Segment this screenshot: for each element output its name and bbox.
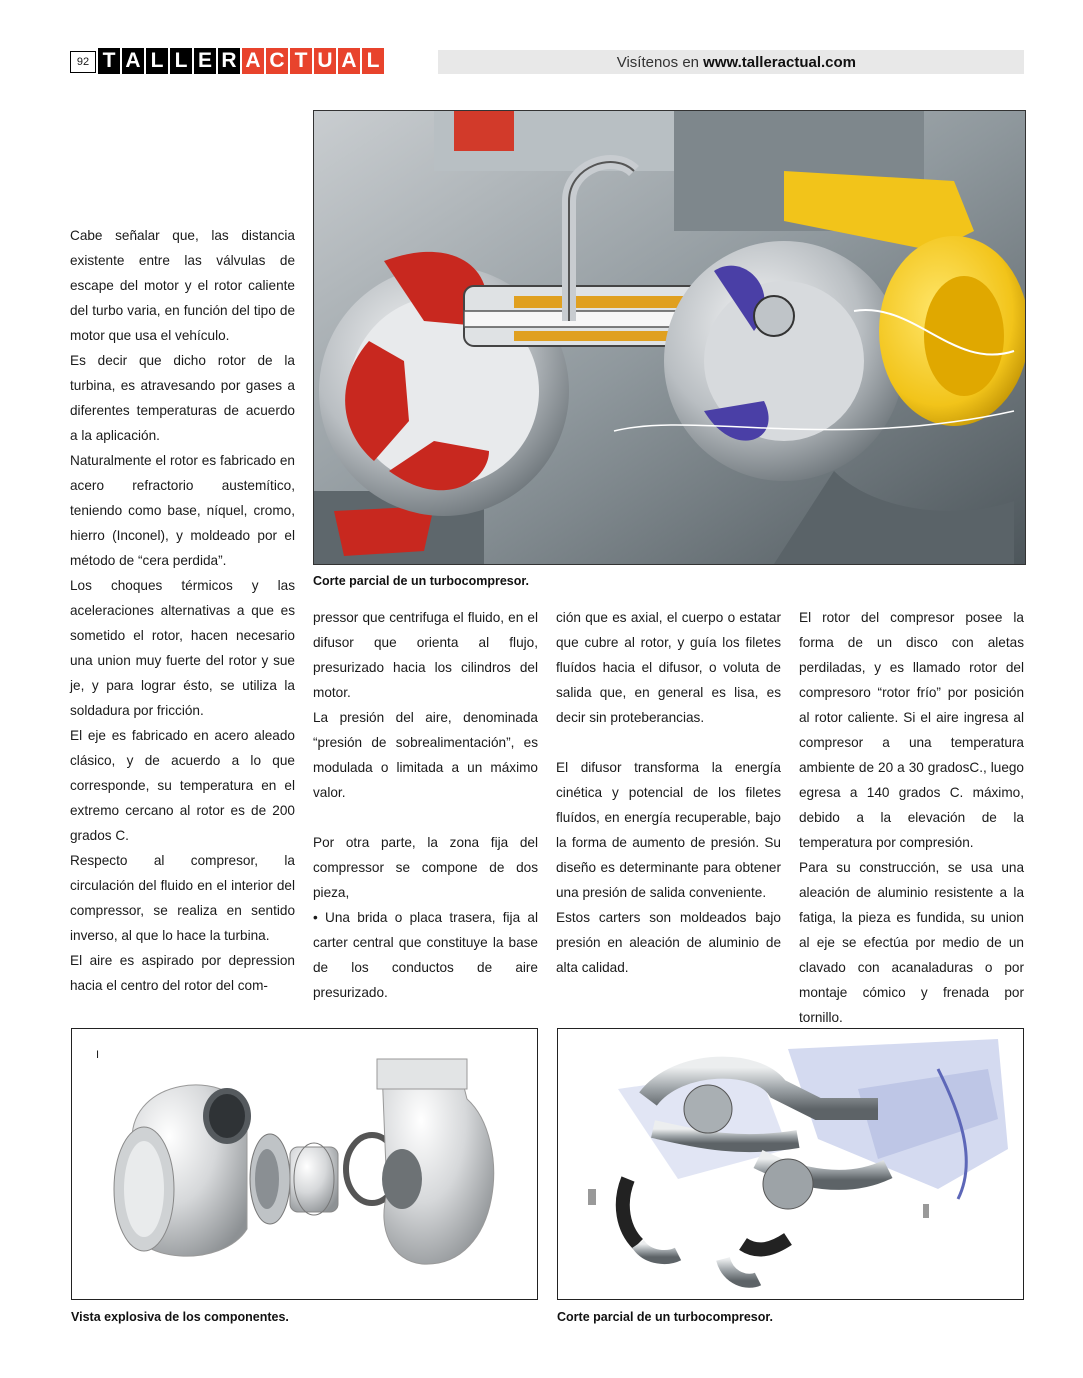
logo-letter: E xyxy=(194,48,216,74)
paragraph: Naturalmente el rotor es fabricado en acero refractorio austemítico, teniendo como base, níquel, cromo, hierro (Inconel), y moldeado por el método de “cera perdida”. xyxy=(70,453,295,568)
logo-letter: A xyxy=(338,48,360,74)
logo-letter: L xyxy=(362,48,384,74)
bottom-right-caption: Corte parcial de un turbocompresor. xyxy=(557,1310,774,1324)
paragraph: Es decir que dicho rotor de la turbina, es atravesando por gases a diferentes temperaturas de acuerdo a la aplicación. xyxy=(70,353,295,443)
figure-mark: I xyxy=(96,1049,100,1061)
bullet-item: • Una brida o placa trasera, fija al carter central que constituye la base de los conductos de aire presurizado. xyxy=(313,910,538,1000)
logo-letter: A xyxy=(122,48,144,74)
paragraph: La presión del aire, denominada “presión de sobrealimentación”, es modulada o limitada a un máximo valor. xyxy=(313,710,538,800)
website-line xyxy=(617,54,856,71)
header-bar xyxy=(438,50,1024,74)
paragraph: El difusor transforma la energía cinética y potencial de los filetes fluídos, en energía recuperable, bajo la forma de aumento de presión. Su diseño es determinante para obtener una presión de salida conveniente. xyxy=(556,760,781,900)
paragraph: Respecto al compresor, la circulación del fluido en el interior del compressor, se realiza en sentido inverso, al que lo hace la turbina. xyxy=(70,853,295,943)
paragraph: Por otra parte, la zona fija del compressor se compone de dos pieza, xyxy=(313,835,538,900)
paragraph: Para su construcción, se usa una aleación de aluminio resistente a la fatiga, la pieza es fundida, su union al eje se efectúa por medio de un clavado con acanaladuras o por montaje cómico y frenada por tornillo. xyxy=(799,860,1024,1025)
exploded-view-figure xyxy=(71,1028,538,1300)
paragraph: Estos carters son moldeados bajo presión en aleación de aluminio de alta calidad. xyxy=(556,910,781,975)
logo-letter: U xyxy=(314,48,336,74)
logo-letter: T xyxy=(98,48,120,74)
logo-letter: L xyxy=(170,48,192,74)
paragraph: pressor que centrifuga el fluido, en el difusor que orienta al flujo, presurizado hacia los cilindros del motor. xyxy=(313,610,538,700)
paragraph: Cabe señalar que, las distancia existente entre las válvulas de escape del motor y el rotor caliente del turbo varia, en función del tipo de motor que usa el vehículo. xyxy=(70,228,295,343)
visit-prefix: Visítenos en xyxy=(616,54,704,71)
logo-letter: L xyxy=(146,48,168,74)
text-column-3 xyxy=(556,605,781,980)
logo-letter: R xyxy=(218,48,240,74)
page-number: 92 xyxy=(70,51,96,73)
turbo-cutaway-image xyxy=(313,110,1026,565)
paragraph: El eje es fabricado en acero aleado clásico, y de acuerdo a lo que corresponde, su temperatura en el extremo cercano al rotor es de 200 grados C. xyxy=(70,728,295,843)
left-text-column xyxy=(70,223,295,998)
paragraph: El aire es aspirado por depression hacia el centro del rotor del com- xyxy=(70,953,295,993)
top-figure-caption: Corte parcial de un turbocompresor. xyxy=(313,574,530,588)
paragraph: Los choques térmicos y las aceleraciones alternativas a que es sometido el rotor, hacen necesario una union muy fuerte del rotor y sue je, y para lograr ésto, se utiliza la soldadura por fricción. xyxy=(70,578,295,718)
magazine-logo xyxy=(98,48,384,74)
paragraph: El rotor del compresor posee la forma de un disco con aletas perdiladas, y es llamado rotor del compresoro “rotor frío” por posición al rotor caliente. Si el aire ingresa al compresor a una temperatura ambiente de 20 a 30 gradosC., luego egresa a 140 grados C. máximo, debido a la elevación de la temperatura por compresión. xyxy=(799,610,1024,850)
bottom-left-caption: Vista explosiva de los componentes. xyxy=(71,1310,289,1324)
logo-letter: T xyxy=(290,48,312,74)
logo-letter: A xyxy=(242,48,264,74)
text-column-2 xyxy=(313,605,538,1080)
paragraph: ción que es axial, el cuerpo o estatar que cubre al rotor, y guía los filetes fluídos hacia el difusor, o voluta de salida que, en general es lisa, es decir sin proteberancias. xyxy=(556,610,781,725)
logo-letter: C xyxy=(266,48,288,74)
turbo-assembly-figure xyxy=(557,1028,1024,1300)
page-header xyxy=(70,48,1024,74)
text-column-4 xyxy=(799,605,1024,1030)
website-link[interactable]: www.talleractual.com xyxy=(703,54,856,71)
